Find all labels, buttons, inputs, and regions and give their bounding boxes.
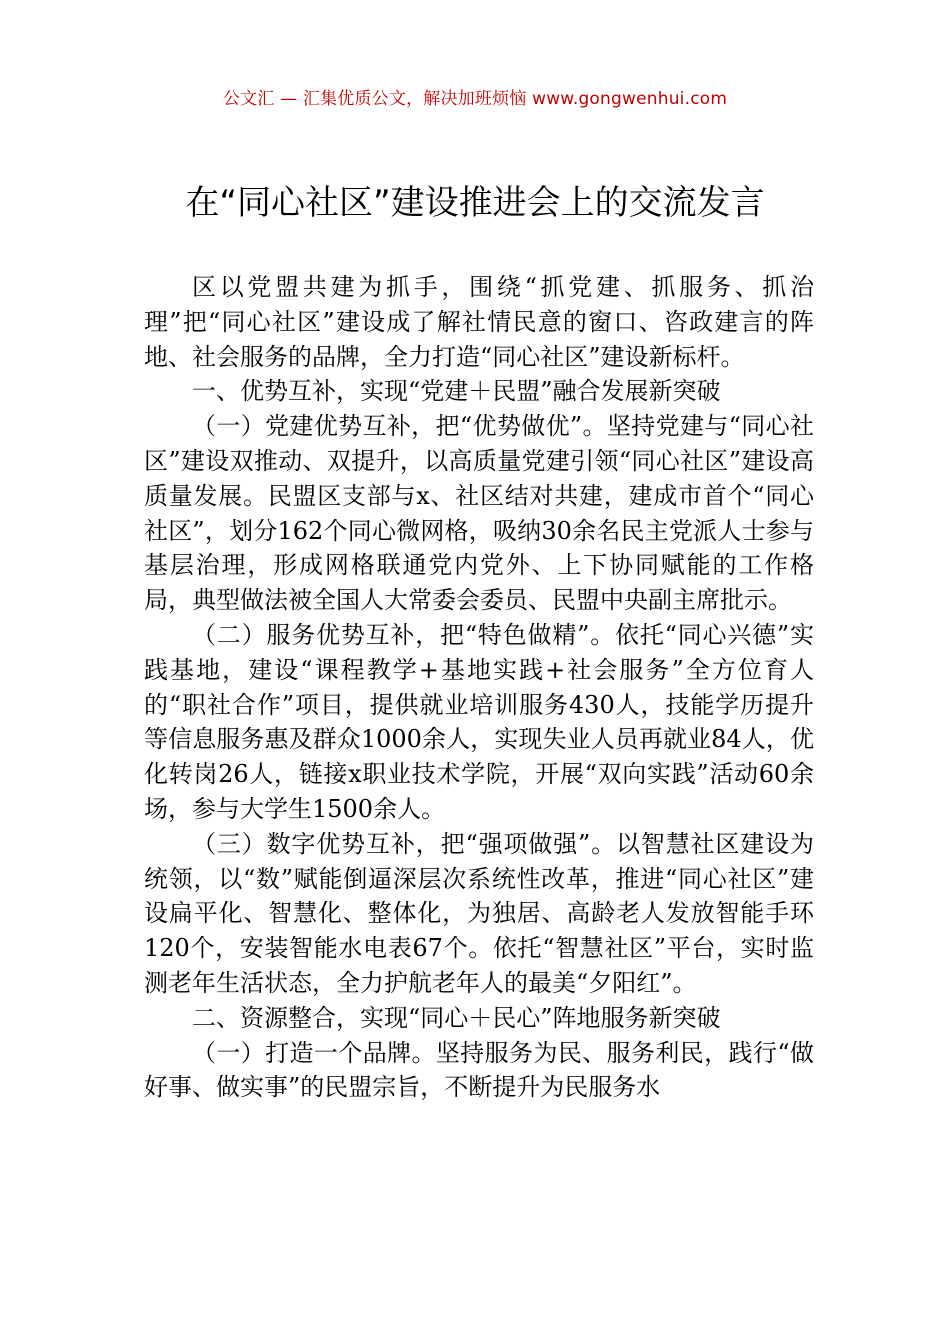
section-heading-2: 二、资源整合，实现“同心＋民心”阵地服务新突破 [192,1003,721,1032]
paragraph-1-2: （二）服务优势互补，把“特色做精”。依托“同心兴德”实践基地，建设“课程教学+基地实践+社会服务”全方位育人的“职社合作”项目，提供就业培训服务430人，技能学历提升等信息服务惠及群众1000余人，实现失业人员再就业84人，优化转岗26人，链接x职业技术学院，开展“双向实践”活动60余场，参与大学生1500余人。 [144,620,814,823]
paragraph-1-1: （一）党建优势互补，把“优势做优”。坚持党建与“同心社区”建设双推动、双提升，以高质量党建引领“同心社区”建设高质量发展。民盟区支部与x、社区结对共建，建成市首个“同心社区”，划分162个同心微网格，吸纳30余名民主党派人士参与基层治理，形成网格联通党内党外、上下协同赋能的工作格局，典型做法被全国人大常委会委员、民盟中央副主席批示。 [144,412,814,615]
paragraph-intro: 区以党盟共建为抓手，围绕“抓党建、抓服务、抓治理”把“同心社区”建设成了解社情民意的窗口、咨政建言的阵地、社会服务的品牌，全力打造“同心社区”建设新标杆。 [144,273,814,371]
paragraph-1-3: （三）数字优势互补，把“强项做强”。以智慧社区建设为统领，以“数”赋能倒逼深层次系统性改革，推进“同心社区”建设扁平化、智慧化、整体化，为独居、高龄老人发放智能手环120个，安装智能水电表67个。依托“智慧社区”平台，实时监测老年生活状态，全力护航老年人的最美“夕阳红”。 [144,829,814,997]
section-heading-1: 一、优势互补，实现“党建＋民盟”融合发展新突破 [192,377,721,406]
site-banner: 公文汇 — 汇集优质公文，解决加班烦恼 www.gongwenhui.com [222,89,728,109]
document-body [144,270,814,1105]
document-title: 在“同心社区”建设推进会上的交流发言 [185,183,765,223]
paragraph-2-1: （一）打造一个品牌。坚持服务为民、服务利民，践行“做好事、做实事”的民盟宗旨，不断提升为民服务水 [144,1038,814,1102]
